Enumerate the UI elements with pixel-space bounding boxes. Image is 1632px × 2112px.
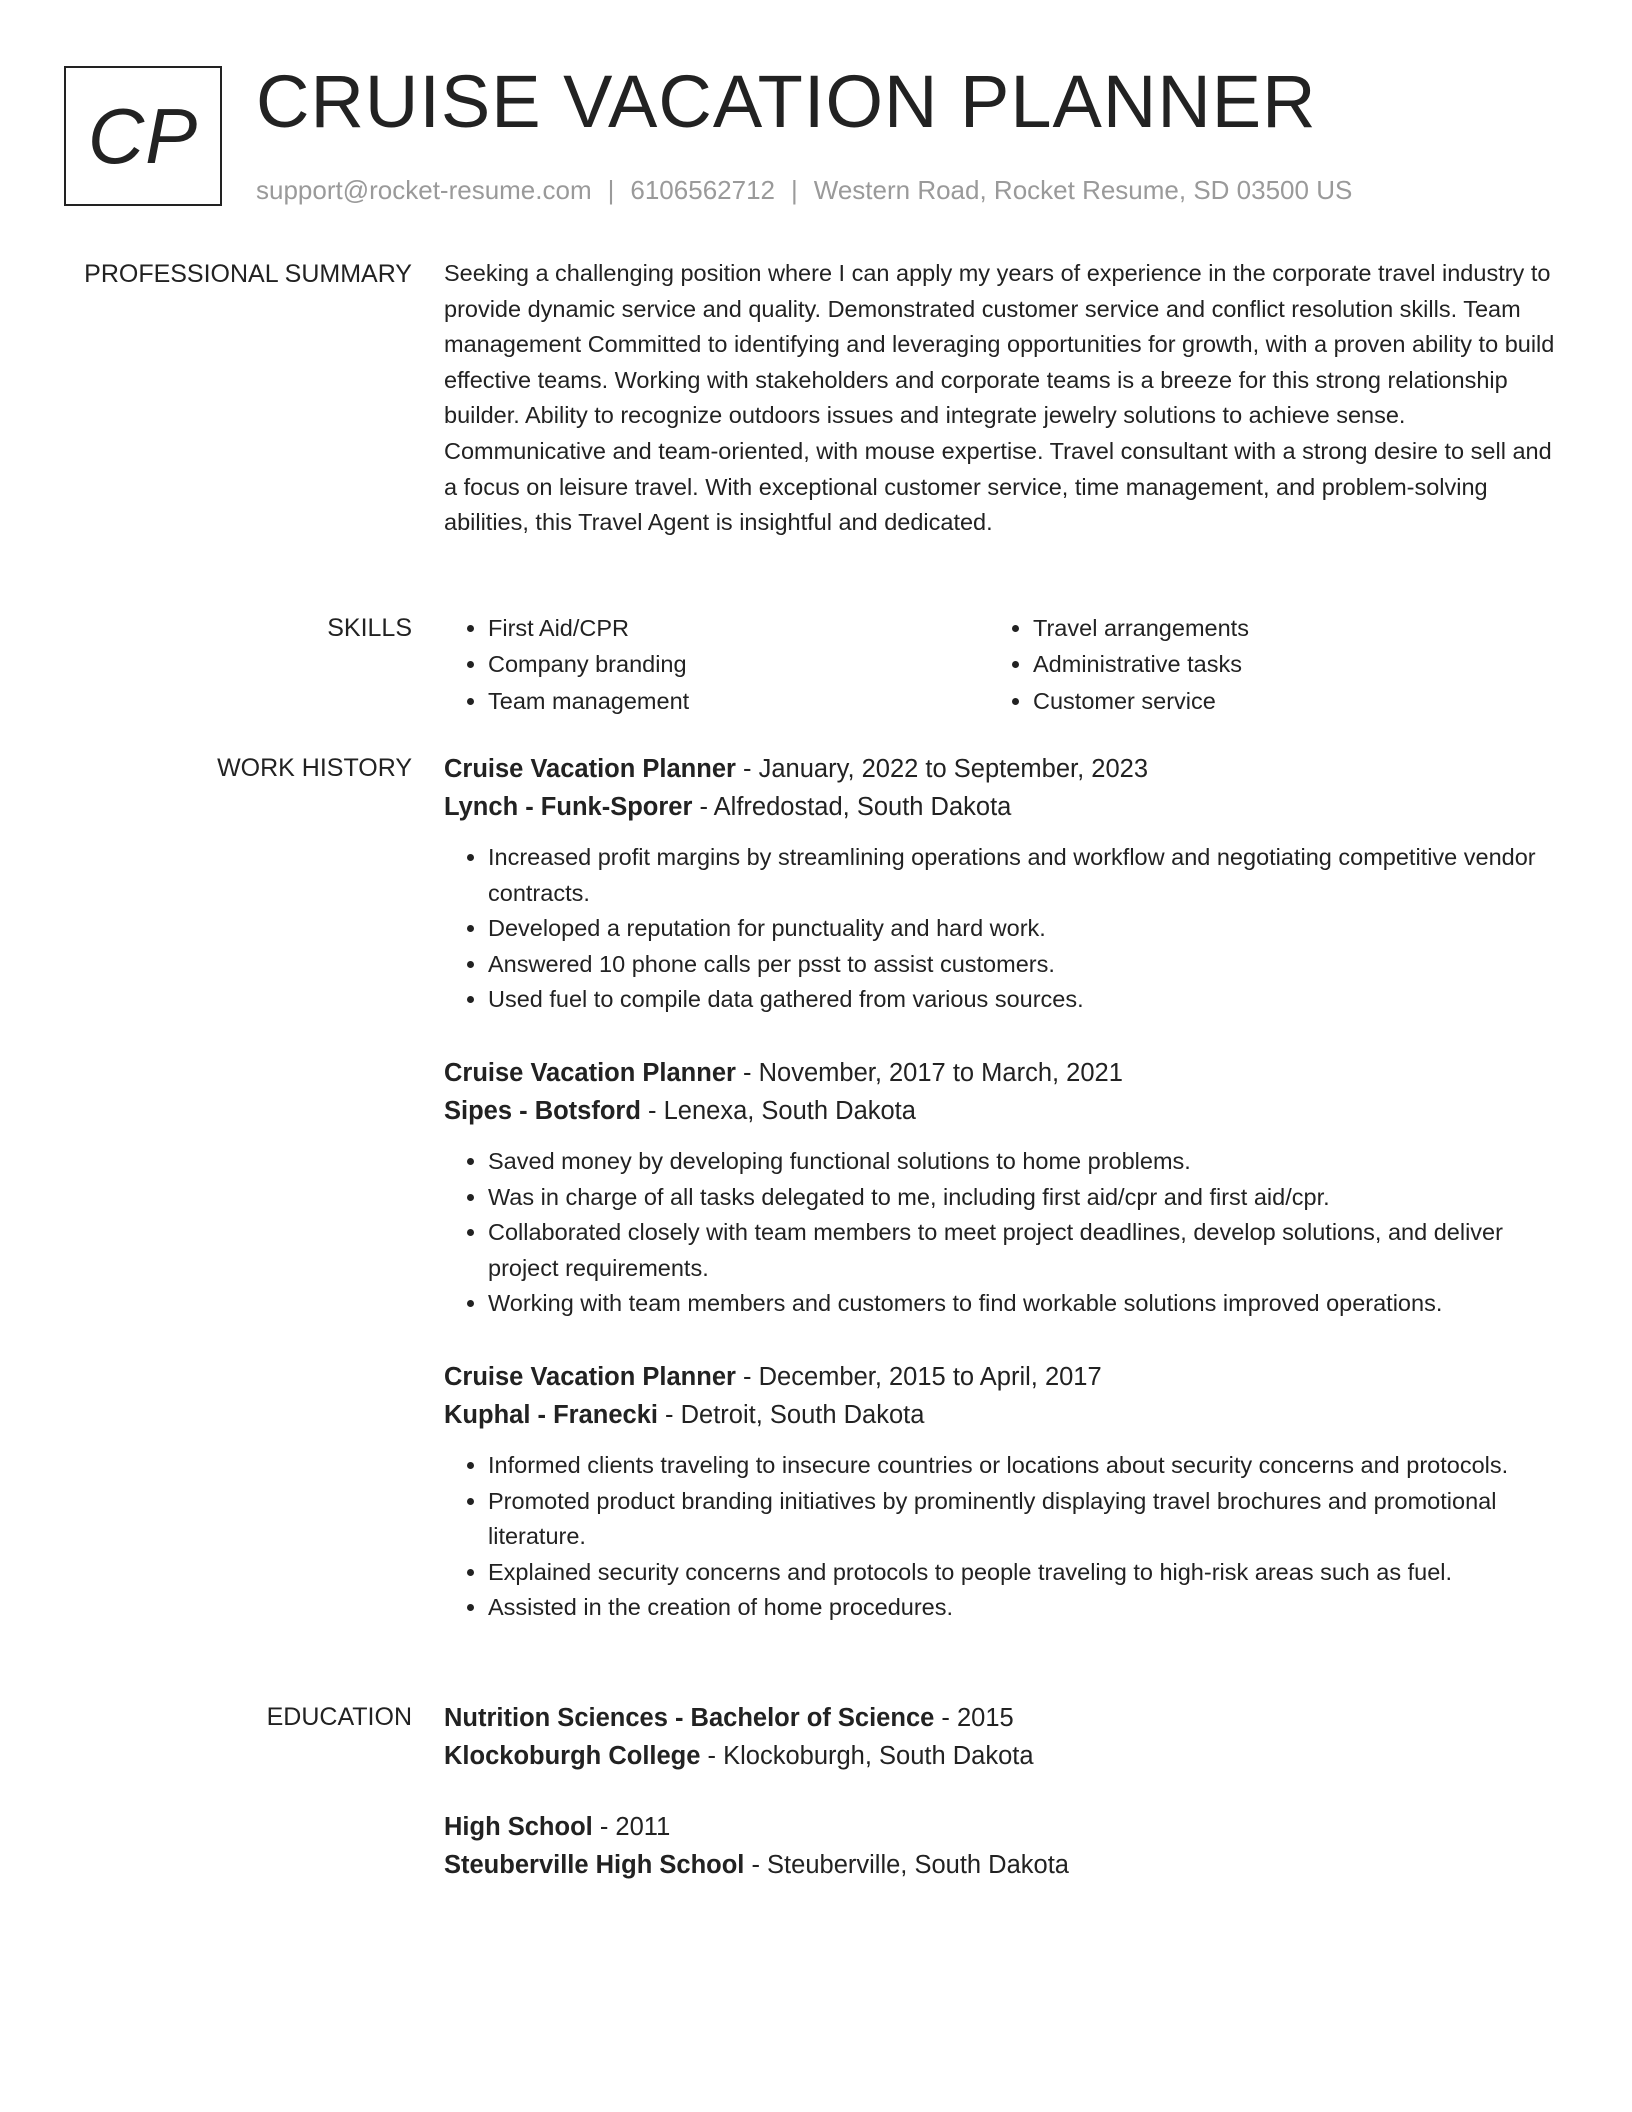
job-company-line — [444, 1396, 1560, 1434]
job-dates: - January, 2022 to September, 2023 — [735, 755, 1148, 783]
education-location: - Klockoburgh, South Dakota — [700, 1742, 1034, 1770]
skill-item: • Administrative tasks — [1033, 646, 1534, 682]
skill-item: • First Aid/CPR — [488, 610, 989, 646]
contact-phone[interactable]: 6106562712 — [630, 175, 775, 205]
job-bullets — [444, 840, 1560, 1018]
job-dates: - November, 2017 to March, 2021 — [735, 1059, 1123, 1087]
job-bullet: • Developed a reputation for punctuality and hard work. — [488, 911, 1560, 947]
education-school: Klockoburgh College — [444, 1742, 701, 1770]
job-role: Cruise Vacation Planner — [444, 755, 736, 783]
education-school-line — [444, 1846, 1560, 1884]
job-bullet: • Explained security concerns and protocols to people traveling to high-risk areas such as fuel. — [488, 1555, 1560, 1591]
job-company-line — [444, 788, 1560, 826]
job-bullet: • Promoted product branding initiatives by prominently displaying travel brochures and promotional literature. — [488, 1484, 1560, 1555]
job-bullets — [444, 1448, 1560, 1626]
job-dates: - December, 2015 to April, 2017 — [735, 1363, 1102, 1391]
skills-column-right — [989, 610, 1534, 719]
education-entry — [444, 1808, 1560, 1884]
job-company: Lynch - Funk-Sporer — [444, 793, 693, 821]
education-heading: EDUCATION — [266, 1703, 412, 1731]
job-bullet: • Increased profit margins by streamlining operations and workflow and negotiating competitive vendor contracts. — [488, 840, 1560, 911]
skill-item: • Team management — [488, 683, 989, 719]
summary-text: Seeking a challenging position where I can apply my years of experience in the corporate travel industry to provide dynamic service and quality. Demonstrated customer service and conflict resolution skills. Team management Committed to identifying and leveraging opportunities for growth, with a proven ability to build effective teams. Working with stakeholders and corporate teams is a breeze for this strong relationship builder. Ability to recognize outdoors issues and integrate jewelry solutions to achieve sense. Communicative and team-oriented, with mouse expertise. Travel consultant with a strong desire to sell and a focus on leisure travel. With exceptional customer service, time management, and problem-solving abilities, this Travel Agent is insightful and dedicated. — [444, 260, 1555, 536]
education-degree-line — [444, 1808, 1560, 1846]
job-bullet: • Used fuel to compile data gathered from various sources. — [488, 982, 1560, 1018]
skills-grid — [444, 610, 1560, 719]
skills-heading: SKILLS — [327, 614, 412, 642]
job-bullet: • Collaborated closely with team members to meet project deadlines, develop solutions, and deliver project requirements. — [488, 1215, 1560, 1286]
skill-item: • Customer service — [1033, 683, 1534, 719]
job-bullet: • Informed clients traveling to insecure countries or locations about security concerns and protocols. — [488, 1448, 1560, 1484]
education-school: Steuberville High School — [444, 1851, 745, 1879]
summary-heading: PROFESSIONAL SUMMARY — [84, 260, 412, 288]
education-degree: High School — [444, 1813, 593, 1841]
skills-column-left — [444, 610, 989, 719]
job-company: Kuphal - Franecki — [444, 1401, 658, 1429]
education-degree-line — [444, 1699, 1560, 1737]
job-role: Cruise Vacation Planner — [444, 1363, 736, 1391]
education-entry — [444, 1699, 1560, 1775]
skill-item: • Travel arrangements — [1033, 610, 1534, 646]
job-company: Sipes - Botsford — [444, 1097, 641, 1125]
job-bullets — [444, 1144, 1560, 1322]
work-history-heading: WORK HISTORY — [217, 754, 412, 782]
job-bullet: • Answered 10 phone calls per psst to assist customers. — [488, 947, 1560, 983]
job-entry — [444, 1358, 1560, 1626]
contact-separator: | — [791, 175, 798, 205]
job-bullet: • Saved money by developing functional solutions to home problems. — [488, 1144, 1560, 1180]
job-bullet: • Working with team members and customers to find workable solutions improved operations. — [488, 1286, 1560, 1322]
job-title-line — [444, 1054, 1560, 1092]
education-location: - Steuberville, South Dakota — [744, 1851, 1069, 1879]
skills-body — [444, 610, 1560, 719]
contact-email[interactable]: support@rocket-resume.com — [256, 175, 592, 205]
candidate-name: CRUISE VACATION PLANNER — [256, 60, 1317, 143]
job-bullet: • Was in charge of all tasks delegated to me, including first aid/cpr and first aid/cpr. — [488, 1180, 1560, 1216]
job-title-line — [444, 750, 1560, 788]
job-bullet: • Assisted in the creation of home procedures. — [488, 1590, 1560, 1626]
education-year: - 2011 — [592, 1813, 671, 1841]
summary-body — [444, 256, 1560, 541]
contact-line — [256, 172, 1352, 208]
job-role: Cruise Vacation Planner — [444, 1059, 736, 1087]
contact-address: Western Road, Rocket Resume, SD 03500 US — [813, 175, 1353, 205]
education-degree: Nutrition Sciences - Bachelor of Science — [444, 1704, 935, 1732]
education-school-line — [444, 1737, 1560, 1775]
job-entry — [444, 750, 1560, 1018]
job-location: - Lenexa, South Dakota — [640, 1097, 916, 1125]
education-year: - 2015 — [934, 1704, 1014, 1732]
job-company-line — [444, 1092, 1560, 1130]
job-location: - Detroit, South Dakota — [657, 1401, 925, 1429]
job-location: - Alfredostad, South Dakota — [692, 793, 1012, 821]
job-title-line — [444, 1358, 1560, 1396]
job-entry — [444, 1054, 1560, 1322]
monogram-logo: CP — [64, 66, 222, 206]
skill-item: • Company branding — [488, 646, 989, 682]
contact-separator: | — [607, 175, 615, 205]
